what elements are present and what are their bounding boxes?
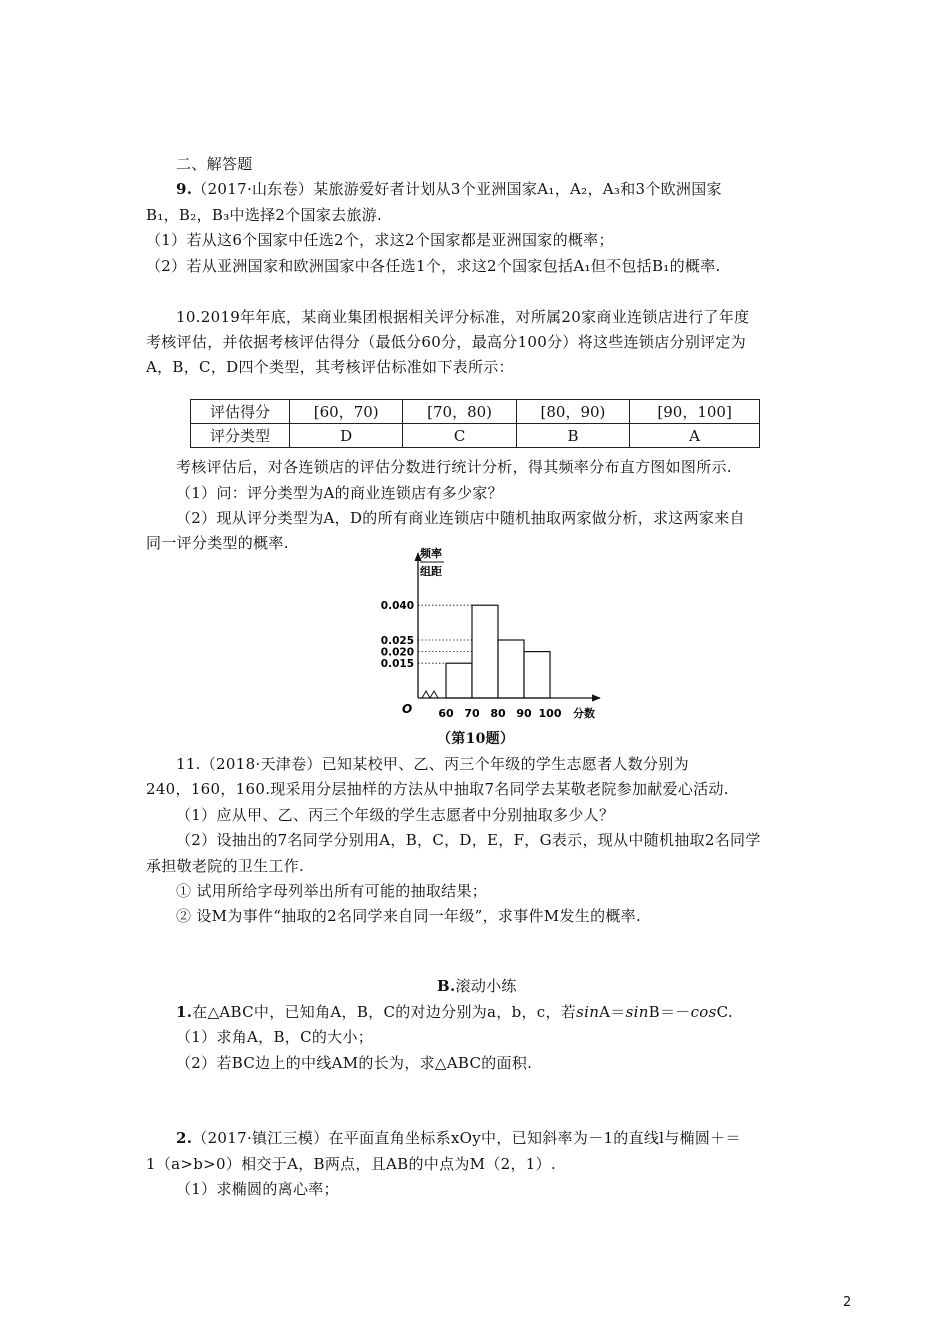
x-tick-label: 100: [538, 707, 562, 720]
histogram-bar: [446, 663, 472, 698]
section-b-heading: [437, 976, 517, 996]
histogram-bar: [524, 652, 550, 698]
q10-line3: A，B，C，D四个类型，其考核评估标准如下表所示：: [146, 358, 514, 376]
y-tick-label: 0.040: [380, 600, 414, 613]
x-tick-label: 60: [438, 707, 454, 720]
q9-part1: （1）若从这6个国家中任选2个，求这2个国家都是亚洲国家的概率；: [146, 231, 614, 249]
axis-break: [422, 691, 438, 698]
q10-line2: 考核评估，并依据考核评估得分（最低分60分，最高分100分）将这些连锁店分别评定为: [146, 333, 747, 351]
table-cell: [90，100]: [630, 400, 760, 424]
section-b-label: B.: [437, 977, 456, 995]
q11-line1: 11.（2018·天津卷）已知某校甲、乙、丙三个年级的学生志愿者人数分别为: [176, 755, 689, 773]
q11-part1: （1）应从甲、乙、丙三个年级的学生志愿者中分别抽取多少人？: [176, 806, 615, 824]
x-tick-label: 90: [516, 707, 532, 720]
origin-label: O: [402, 702, 413, 716]
histogram: [380, 545, 620, 725]
q10-after-table: 考核评估后，对各连锁店的评估分数进行统计分析，得其频率分布直方图如图所示.: [176, 458, 732, 476]
b2-line1: [176, 1128, 741, 1148]
section-b-title: 滚动小练: [455, 977, 517, 995]
y-label-bottom: 组距: [420, 565, 442, 578]
q11-line2: 240，160，160.现采用分层抽样的方法从中抽取7名同学去某敬老院参加献爱心活动.: [146, 780, 729, 798]
q11-sub2: ② 设M为事件“抽取的2名同学来自同一年级”，求事件M发生的概率.: [176, 907, 642, 925]
table-cell: 评分类型: [191, 424, 290, 448]
b1-sin-1: sin: [576, 1003, 600, 1021]
x-tick-label: 80: [490, 707, 506, 720]
table-cell: D: [290, 424, 403, 448]
q10-line1: 10.2019年年底，某商业集团根据相关评分标准，对所属20家商业连锁店进行了年度: [176, 308, 750, 326]
y-tick-label: 0.025: [380, 635, 414, 647]
table-cell: [60，70): [290, 400, 403, 424]
b2-text-1: （2017·镇江三模）在平面直角坐标系xOy中，已知斜率为－1的直线l与椭圆＋＝: [192, 1129, 741, 1147]
table-cell: [80，90): [516, 400, 629, 424]
b1-number: 1.: [176, 1003, 193, 1021]
q11-sub1: ① 试用所给字母列举出所有可能的抽取结果；: [176, 882, 488, 900]
x-axis-label: 分数: [573, 707, 595, 720]
y-label-top: 频率: [420, 547, 442, 560]
section-heading: 二、解答题: [176, 155, 253, 173]
q9-part2: （2）若从亚洲国家和欧洲国家中各任选1个，求这2个国家包括A₁但不包括B₁的概率.: [146, 257, 721, 275]
b1-sin-2: sin: [625, 1003, 649, 1021]
figure-caption: （第10题）: [437, 731, 515, 747]
q10-part2a: （2）现从评分类型为A，D的所有商业连锁店中随机抽取两家做分析，求这两家来自: [176, 509, 745, 527]
b2-line2: 1（a>b>0）相交于A，B两点，且AB的中点为M（2，1）.: [146, 1155, 556, 1173]
page-number: 2: [843, 1295, 852, 1310]
q11-part2a: （2）设抽出的7名同学分别用A，B，C，D，E，F，G表示，现从中随机抽取2名同学: [176, 831, 761, 849]
q10-part2b: 同一评分类型的概率.: [146, 534, 289, 552]
histogram-bar: [498, 640, 524, 698]
table-row: [191, 400, 760, 424]
x-tick-label: 70: [464, 707, 480, 720]
b2-part1: （1）求椭圆的离心率；: [176, 1180, 339, 1198]
table-cell: 评估得分: [191, 400, 290, 424]
b1-text-a: 在△ABC中，已知角A，B，C的对边分别为a，b，c，若: [192, 1003, 577, 1021]
table-cell: C: [403, 424, 516, 448]
histogram-bar: [472, 605, 498, 698]
q9-line2: B₁，B₂，B₃中选择2个国家去旅游.: [146, 206, 383, 224]
table-row: [191, 424, 760, 448]
table-cell: A: [630, 424, 760, 448]
b1-text-b: A＝: [599, 1003, 626, 1021]
table-cell: [70，80): [403, 400, 516, 424]
y-tick-label: 0.020: [380, 646, 414, 659]
b1-text-d: C.: [716, 1003, 733, 1021]
q9-text-1: （2017·山东卷）某旅游爱好者计划从3个亚洲国家A₁，A₂，A₃和3个欧洲国家: [192, 180, 722, 198]
b1-text-c: B＝－: [648, 1003, 691, 1021]
q11-part2b: 承担敬老院的卫生工作.: [146, 857, 305, 875]
y-tick-label: 0.015: [380, 658, 414, 671]
b1-part1: （1）求角A，B，C的大小；: [176, 1028, 374, 1046]
q10-part1: （1）问：评分类型为A的商业连锁店有多少家？: [176, 484, 503, 502]
table-cell: B: [516, 424, 629, 448]
b1-part2: （2）若BC边上的中线AM的长为，求△ABC的面积.: [176, 1054, 533, 1072]
b1-cos: cos: [690, 1003, 717, 1021]
q9-line1: [176, 179, 722, 199]
b1-line1: [176, 1002, 733, 1022]
q9-number: 9.: [176, 180, 193, 198]
score-table: [190, 399, 760, 448]
b2-number: 2.: [176, 1129, 193, 1147]
